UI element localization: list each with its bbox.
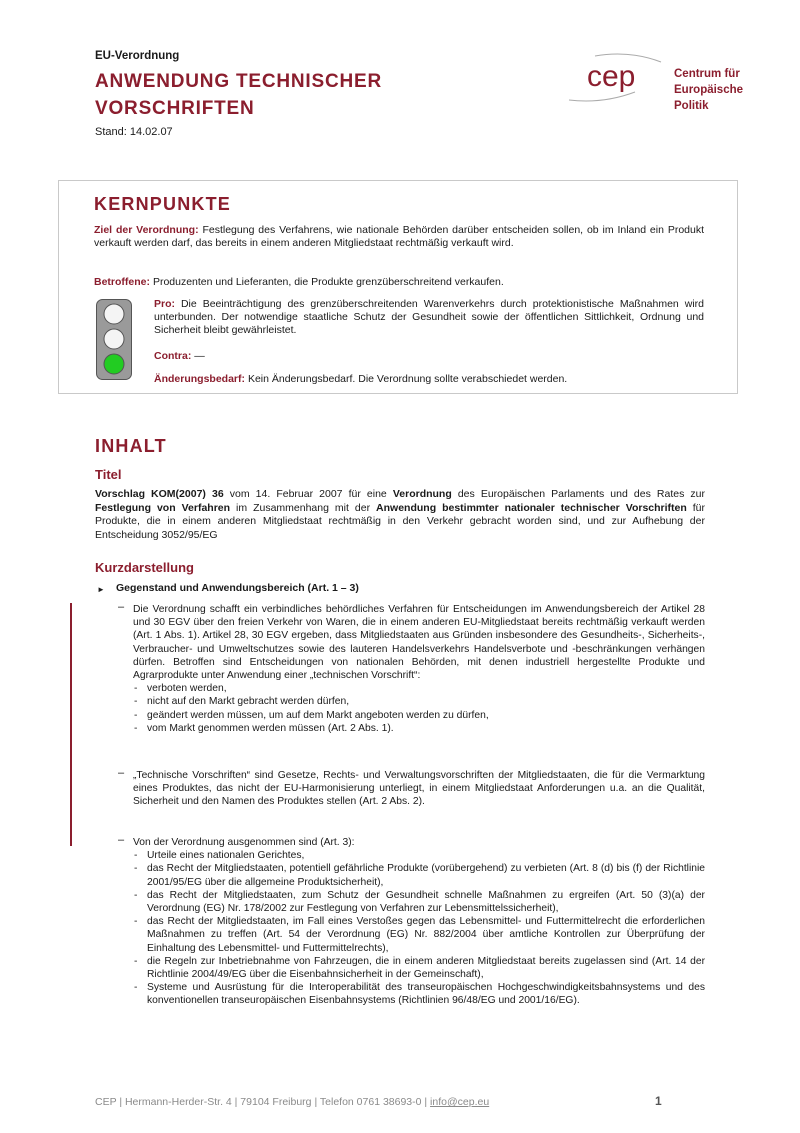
sub-item: - verboten werden, bbox=[133, 682, 705, 695]
traffic-light-green-lamp bbox=[104, 354, 124, 374]
doc-type: EU-Verordnung bbox=[95, 50, 180, 62]
titel-bold-2: Verordnung bbox=[392, 488, 452, 500]
sub-item: - die Regeln zur Inbetriebnahme von Fahrzeugen, die in einem anderen Mitgliedstaat bereits zugelassen sind (Art. 14 der Richtlinie 2004/49/EG über die Eisenbahnsicherheit in der Gemeinschaft), bbox=[133, 955, 705, 981]
footer-address bbox=[95, 1096, 489, 1108]
org-line-3: Politik bbox=[674, 100, 709, 112]
item-text: „Technische Vorschriften“ sind Gesetze, Rechts- und Verwaltungsvorschriften der Mitgliedstaaten, die für die Vermarktung eines Produktes, das nicht der EU-Harmonisierung unterliegt, in einem Mitgliedstaat Anforderungen u.a. an die Qualität, Sicherheit und den Namen des Produktes stellen (Art. 2 Abs. 2). bbox=[133, 770, 705, 808]
betroffene-text: Produzenten und Lieferanten, die Produkte grenzüberschreitend verkaufen. bbox=[152, 276, 504, 288]
titel-text-1: vom 14. Februar 2007 für eine bbox=[223, 488, 393, 500]
sub-item: - vom Markt genommen werden müssen (Art. 2 Abs. 1). bbox=[133, 722, 705, 735]
kurzdarstellung-heading: Kurzdarstellung bbox=[95, 560, 194, 575]
list-dash: – bbox=[118, 601, 125, 613]
kernpunkte-box bbox=[58, 180, 738, 394]
titel-heading: Titel bbox=[95, 467, 122, 482]
titel-text-2: des Europäischen Parlaments und des Rates zur bbox=[451, 488, 705, 500]
cep-logo bbox=[565, 52, 665, 104]
titel-bold-3: Festlegung von Verfahren bbox=[95, 501, 231, 514]
sub-item: - das Recht der Mitgliedstaaten, im Fall eines Verstoßes gegen das Lebensmittel- und Futtermittelrecht die erforderlichen Maßnahmen zu treffen (Art. 54 der Verordnung (EG) Nr. 882/2004 über amtliche Kontrollen zur Überprüfung der Einhaltung des Lebensmittel- und Futtermittelrechts), bbox=[133, 915, 705, 955]
pro-label: Pro: bbox=[154, 298, 175, 310]
list-item bbox=[133, 836, 705, 1008]
ziel-label: Ziel der Verordnung: bbox=[94, 224, 199, 236]
item-text: Von der Verordnung ausgenommen sind (Art. 3): bbox=[133, 837, 355, 848]
cep-org-name bbox=[674, 66, 743, 114]
page-number: 1 bbox=[655, 1094, 662, 1108]
org-line-1: Centrum für bbox=[674, 68, 740, 80]
document-date: Stand: 14.02.07 bbox=[95, 126, 173, 138]
titel-text-3: im Zusammenhang mit der bbox=[230, 501, 377, 514]
ziel-paragraph bbox=[94, 224, 704, 250]
aenderungsbedarf-label: Änderungsbedarf: bbox=[154, 373, 246, 385]
sub-item: - Systeme und Ausrüstung für die Interoperabilität des transeuropäischen Hochgeschwindigkeitsbahnsystems und des konventionellen transeuropäischen Eisenbahnsystems (Richtlinien 96/48/EG und 2001/16/EG). bbox=[133, 981, 705, 1007]
list-item bbox=[133, 769, 705, 809]
betroffene-label: Betroffene: bbox=[94, 276, 151, 288]
betroffene-paragraph bbox=[94, 276, 704, 289]
aenderungsbedarf-paragraph bbox=[154, 373, 704, 386]
contra-paragraph bbox=[154, 350, 704, 363]
titel-bold-1: Vorschlag KOM(2007) 36 bbox=[95, 488, 224, 500]
footer-email-link[interactable]: info@cep.eu bbox=[430, 1096, 490, 1108]
cep-wordmark: cep bbox=[587, 60, 636, 93]
traffic-light-icon bbox=[96, 299, 132, 380]
aenderungsbedarf-text: Kein Änderungsbedarf. Die Verordnung sollte verabschiedet werden. bbox=[247, 373, 568, 385]
sub-item: - geändert werden müssen, um auf dem Markt angeboten werden zu dürfen, bbox=[133, 709, 705, 722]
bullet-arrow-icon: ► bbox=[97, 585, 105, 594]
ziel-text: Festlegung des Verfahrens, wie nationale Behörden darüber entscheiden sollen, ob im Inland ein Produkt verkauft werden darf, das bereits in einem anderen Mitgliedstaat rechtmäßig verkauft wird. bbox=[94, 224, 704, 249]
pro-paragraph bbox=[154, 298, 704, 337]
titel-paragraph bbox=[95, 488, 705, 542]
titel-bold-4: Anwendung bestimmter nationaler technischer Vorschriften bbox=[376, 501, 687, 514]
title-line-2: VORSCHRIFTEN bbox=[95, 98, 255, 119]
item-text: Die Verordnung schafft ein verbindliches behördliches Verfahren für Entscheidungen im Anwendungsbereich der Artikel 28 und 30 EGV über den freien Verkehr von Waren, die in einem anderen EU-Mitgliedstaat bereits rechtmäßig verkauft werden (Art. 1 Abs. 1). Artikel 28, 30 EGV ergeben, dass Mitgliedstaaten aus Gründen insbesondere des Gesundheits-, Sicherheits-, Verbraucher- und Umweltschutzes sowie des lauteren Handelsverkehrs Handelsverbote und -beschränkungen verhängen dürfen. Betroffen sind Entscheidungen von nationalen Behörden, mit denen industriell hergestellte Produkte und Agrarprodukte unter Anwendung einer „technischen Vorschrift“: bbox=[133, 604, 705, 682]
org-line-2: Europäische bbox=[674, 84, 744, 96]
title-line-1: ANWENDUNG TECHNISCHER bbox=[95, 71, 383, 92]
sub-item: - nicht auf den Markt gebracht werden dürfen, bbox=[133, 695, 705, 708]
contra-text: — bbox=[194, 350, 205, 362]
sub-item: - das Recht der Mitgliedstaaten, zum Schutz der Gesundheit schnelle Maßnahmen zu ergreifen (Art. 50 (3)(a) der Verordnung (EG) Nr. 178/2002 zur Festlegung von Verfahren zur Lebensmittelssicherheit), bbox=[133, 889, 705, 915]
kernpunkte-heading: KERNPUNKTE bbox=[94, 194, 232, 214]
pro-text: Die Beeinträchtigung des grenzüberschreitenden Warenverkehrs durch protektionistische Maßnahmen wird unterbunden. Der notwendige staatliche Schutz der Gesundheit sowie der öffentlichen Sittlichkeit, Ordnung und Sicherheit bleibt gewährleistet. bbox=[154, 298, 704, 336]
gegenstand-heading: Gegenstand und Anwendungsbereich (Art. 1 – 3) bbox=[116, 582, 359, 594]
list-dash: – bbox=[118, 767, 125, 779]
list-item bbox=[133, 603, 705, 735]
change-marker-bar bbox=[70, 603, 72, 846]
traffic-light-red-lamp bbox=[104, 304, 124, 324]
document-title bbox=[95, 68, 382, 122]
footer-address-text: CEP | Hermann-Herder-Str. 4 | 79104 Freiburg | Telefon 0761 38693-0 | bbox=[95, 1096, 431, 1108]
traffic-light-yellow-lamp bbox=[104, 329, 124, 349]
titel-text-4: für Produkte, die in einem anderen Mitgliedstaat rechtmäßig in den Verkehr gebracht worden sind, und zur Aufhebung der Entscheidung 3052/95/EG bbox=[95, 501, 706, 541]
list-dash: – bbox=[118, 834, 125, 846]
sub-item: - Urteile eines nationalen Gerichtes, bbox=[133, 849, 705, 862]
contra-label: Contra: bbox=[154, 350, 192, 362]
sub-item: - das Recht der Mitgliedstaaten, potentiell gefährliche Produkte (vorübergehend) zu verbieten (Art. 8 (d) bis (f) der Richtlinie 2001/95/EG über die allgemeine Produktsicherheit), bbox=[133, 862, 705, 888]
inhalt-heading: INHALT bbox=[95, 436, 167, 456]
